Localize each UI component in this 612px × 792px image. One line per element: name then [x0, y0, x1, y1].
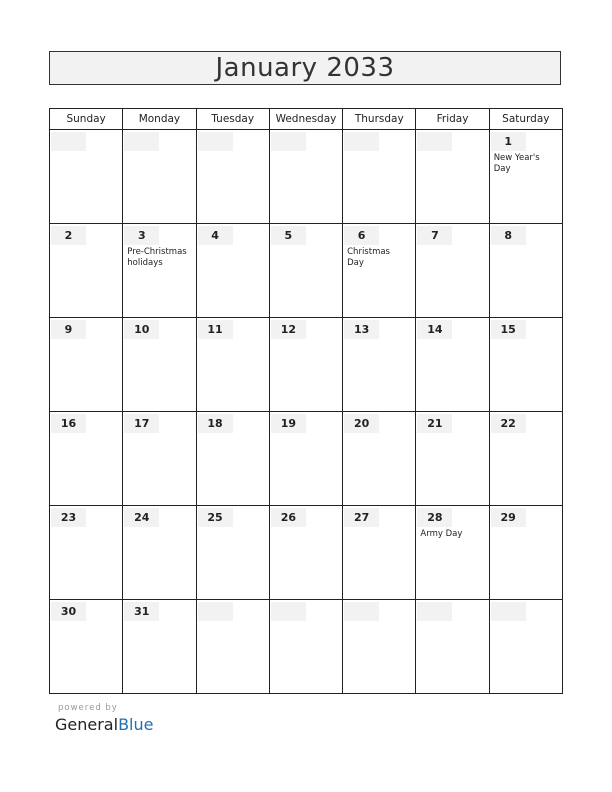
- day-number: 22: [491, 414, 526, 433]
- day-cell[interactable]: [343, 318, 416, 412]
- day-cell[interactable]: [50, 506, 123, 600]
- day-number: 9: [51, 320, 86, 339]
- day-cell[interactable]: [489, 130, 562, 224]
- day-cell[interactable]: [416, 130, 489, 224]
- day-number: [124, 132, 159, 151]
- day-number: 27: [344, 508, 379, 527]
- powered-by-label: powered by: [58, 703, 118, 713]
- calendar-grid: [49, 108, 563, 694]
- week-row: [50, 506, 563, 600]
- weekday-header: Thursday: [343, 109, 416, 130]
- day-number: [344, 132, 379, 151]
- day-number: 1: [491, 132, 526, 151]
- day-number: 14: [417, 320, 452, 339]
- day-number: 5: [271, 226, 306, 245]
- day-number: [198, 602, 233, 621]
- day-number: 2: [51, 226, 86, 245]
- day-number: 6: [344, 226, 379, 245]
- holiday-label: New Year's Day: [493, 153, 540, 174]
- day-number: 21: [417, 414, 452, 433]
- day-cell[interactable]: [343, 600, 416, 694]
- week-row: [50, 130, 563, 224]
- day-number: [198, 132, 233, 151]
- day-number: 20: [344, 414, 379, 433]
- day-cell[interactable]: [123, 130, 196, 224]
- day-number: [417, 602, 452, 621]
- day-cell[interactable]: [343, 412, 416, 506]
- weekday-header: Wednesday: [269, 109, 342, 130]
- day-cell[interactable]: [489, 412, 562, 506]
- day-cell[interactable]: [489, 224, 562, 318]
- brand-logo: [55, 715, 153, 734]
- month-title-box: [49, 51, 561, 85]
- brand-blue: Blue: [118, 715, 154, 734]
- brand-general: General: [55, 715, 119, 734]
- day-cell[interactable]: [489, 600, 562, 694]
- week-row: [50, 318, 563, 412]
- weekday-header: Sunday: [50, 109, 123, 130]
- day-cell[interactable]: [269, 318, 342, 412]
- day-number: 7: [417, 226, 452, 245]
- day-number: 24: [124, 508, 159, 527]
- day-number: 11: [198, 320, 233, 339]
- day-cell[interactable]: [416, 318, 489, 412]
- day-number: 19: [271, 414, 306, 433]
- month-title: January 2033: [215, 53, 395, 83]
- day-number: 28: [417, 508, 452, 527]
- day-number: 15: [491, 320, 526, 339]
- day-cell[interactable]: [123, 318, 196, 412]
- week-row: [50, 412, 563, 506]
- week-row: [50, 224, 563, 318]
- day-number: 10: [124, 320, 159, 339]
- holiday-label: Army Day: [420, 529, 463, 539]
- day-cell[interactable]: [269, 506, 342, 600]
- day-number: 31: [124, 602, 159, 621]
- weekday-header: Friday: [416, 109, 489, 130]
- day-cell[interactable]: [343, 506, 416, 600]
- weekday-header: Saturday: [489, 109, 562, 130]
- day-number: 23: [51, 508, 86, 527]
- day-cell[interactable]: [489, 318, 562, 412]
- day-cell[interactable]: [50, 224, 123, 318]
- week-row: [50, 600, 563, 694]
- day-cell[interactable]: [196, 130, 269, 224]
- day-cell[interactable]: [343, 130, 416, 224]
- day-number: 17: [124, 414, 159, 433]
- day-number: 29: [491, 508, 526, 527]
- day-cell[interactable]: [269, 224, 342, 318]
- day-number: 3: [124, 226, 159, 245]
- day-cell[interactable]: [269, 600, 342, 694]
- day-number: 12: [271, 320, 306, 339]
- day-cell[interactable]: [269, 412, 342, 506]
- day-cell[interactable]: [489, 506, 562, 600]
- weekday-header: Tuesday: [196, 109, 269, 130]
- day-cell[interactable]: [196, 412, 269, 506]
- day-cell[interactable]: [416, 506, 489, 600]
- day-number: 26: [271, 508, 306, 527]
- weekday-header-row: [50, 109, 563, 130]
- day-cell[interactable]: [50, 600, 123, 694]
- day-cell[interactable]: [50, 412, 123, 506]
- day-cell[interactable]: [50, 130, 123, 224]
- day-cell[interactable]: [196, 224, 269, 318]
- day-number: [271, 132, 306, 151]
- day-number: [491, 602, 526, 621]
- day-cell[interactable]: [123, 412, 196, 506]
- day-cell[interactable]: [196, 506, 269, 600]
- day-cell[interactable]: [196, 600, 269, 694]
- day-cell[interactable]: [123, 224, 196, 318]
- day-number: 8: [491, 226, 526, 245]
- day-number: 4: [198, 226, 233, 245]
- holiday-label: Christmas Day: [347, 247, 390, 268]
- day-cell[interactable]: [416, 224, 489, 318]
- day-number: [51, 132, 86, 151]
- day-cell[interactable]: [123, 600, 196, 694]
- day-cell[interactable]: [416, 600, 489, 694]
- holiday-label: Pre-Christmas holidays: [127, 247, 187, 268]
- day-number: [344, 602, 379, 621]
- day-cell[interactable]: [343, 224, 416, 318]
- day-number: 13: [344, 320, 379, 339]
- day-number: 25: [198, 508, 233, 527]
- weekday-header: Monday: [123, 109, 196, 130]
- day-cell[interactable]: [196, 318, 269, 412]
- day-cell[interactable]: [50, 318, 123, 412]
- day-number: [271, 602, 306, 621]
- day-cell[interactable]: [123, 506, 196, 600]
- day-number: 30: [51, 602, 86, 621]
- day-number: 18: [198, 414, 233, 433]
- day-number: [417, 132, 452, 151]
- day-cell[interactable]: [416, 412, 489, 506]
- day-cell[interactable]: [269, 130, 342, 224]
- day-number: 16: [51, 414, 86, 433]
